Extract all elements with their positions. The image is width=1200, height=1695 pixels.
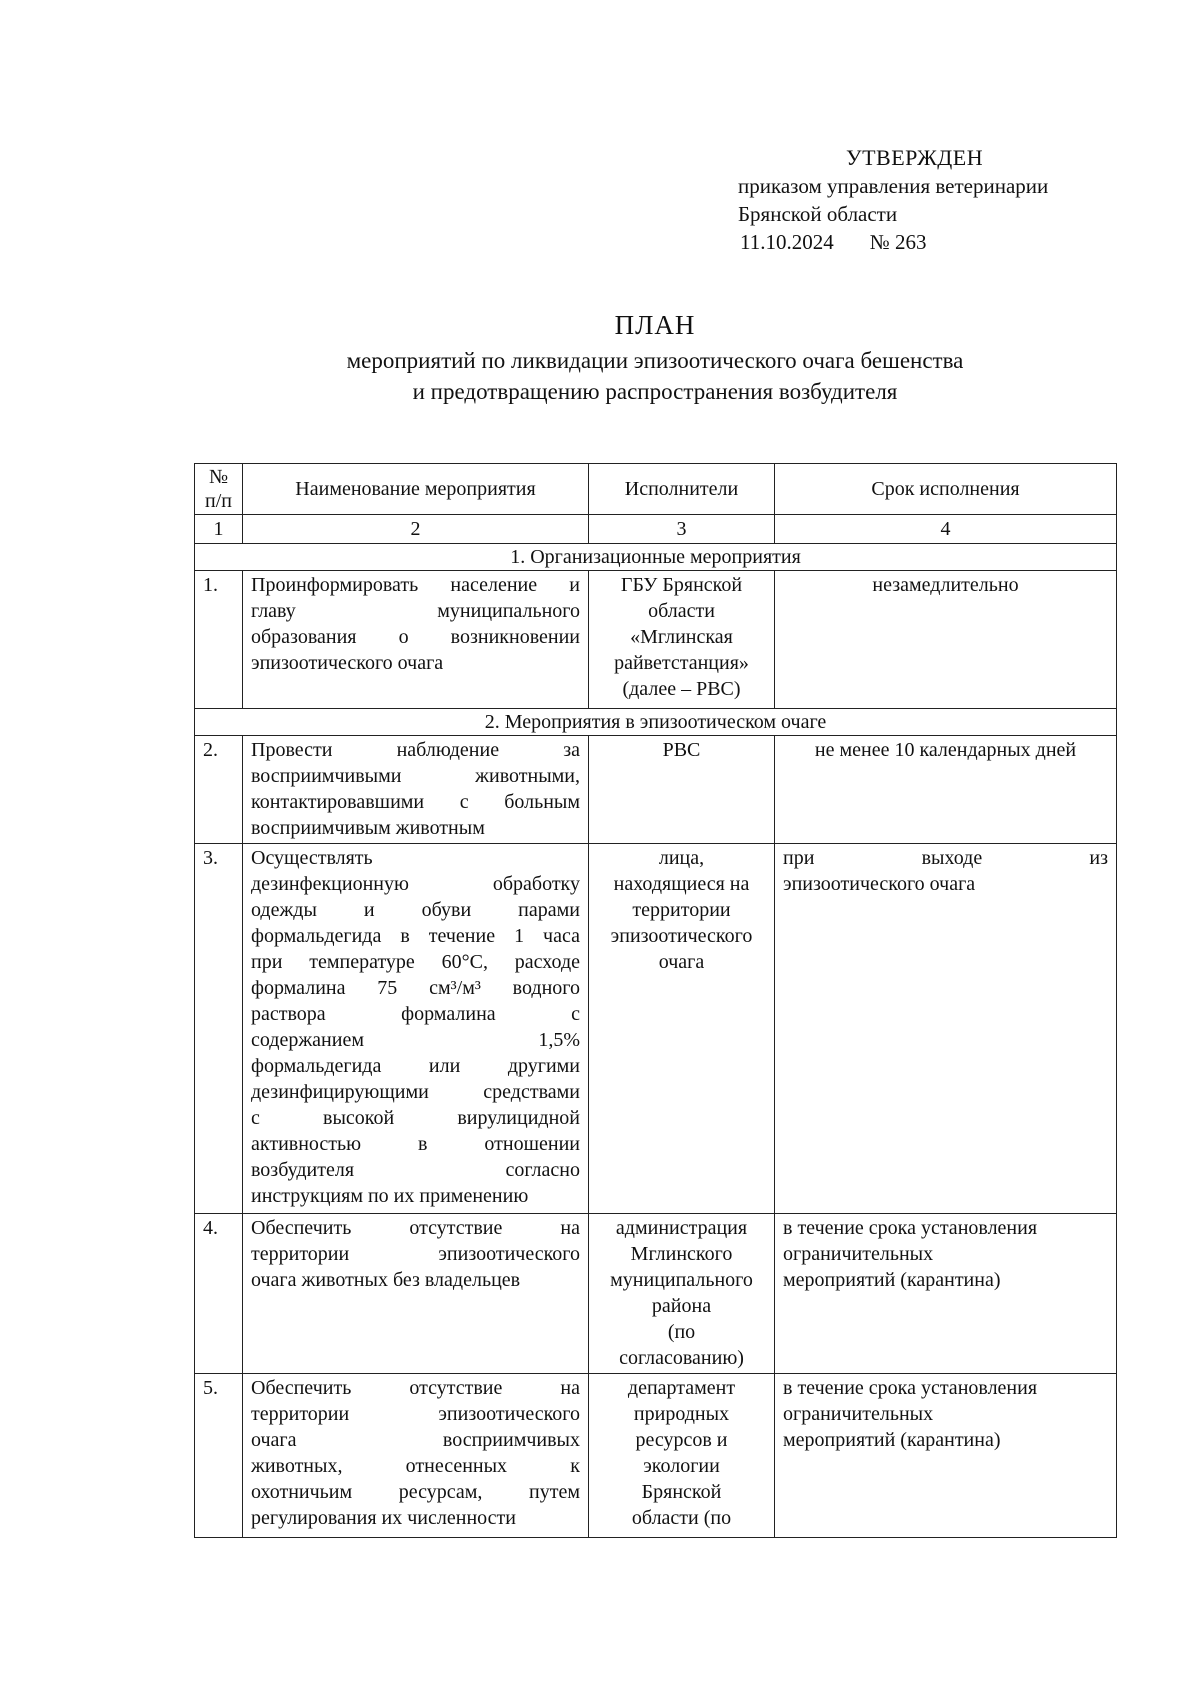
- row-action-line: содержанием 1,5%: [251, 1029, 580, 1051]
- header-executors: Исполнители: [589, 464, 775, 515]
- row-action-line: дезинфицирующими средствами: [251, 1081, 580, 1103]
- row-action-line: Обеспечить отсутствие на: [251, 1377, 580, 1399]
- table-row: [195, 1214, 1117, 1374]
- header-name: Наименование мероприятия: [243, 464, 589, 515]
- plan-table: [194, 463, 1117, 1538]
- row-executors-line: эпизоотического: [610, 925, 753, 947]
- row-action-line: раствора формалина с: [251, 1003, 580, 1025]
- row-executors-line: ресурсов и: [635, 1429, 728, 1451]
- row-executors: [589, 844, 775, 1214]
- row-executors: [589, 1374, 775, 1538]
- table-row: [195, 571, 1117, 709]
- row-executors-line: территории: [632, 899, 731, 921]
- column-number-2: 2: [243, 515, 589, 544]
- row-action-line: восприимчивым животным: [251, 817, 485, 839]
- table-column-numbers-row: [195, 515, 1117, 544]
- row-deadline-line: ограничительных: [783, 1243, 934, 1265]
- row-number: 4.: [195, 1214, 243, 1374]
- row-action-line: возбудителя согласно: [251, 1159, 580, 1181]
- row-executors-line: лица,: [658, 847, 705, 869]
- row-executors: [589, 736, 775, 844]
- row-executors: [589, 1214, 775, 1374]
- row-action-line: одежды и обуви парами: [251, 899, 580, 921]
- row-deadline: [775, 571, 1117, 709]
- approval-line-1: приказом управления ветеринарии: [738, 174, 1049, 198]
- row-action-line: инструкциям по их применению: [251, 1185, 529, 1207]
- row-action-line: контактировавшими с больным: [251, 791, 580, 813]
- row-deadline-line: в течение срока установления: [783, 1217, 1038, 1239]
- row-executors-line: (далее – РВС): [622, 678, 741, 700]
- row-action-line: формалина 75 см³/м³ водного: [251, 977, 580, 999]
- row-executors: [589, 571, 775, 709]
- row-action-line: образования о возникновении: [251, 626, 580, 648]
- row-action-line: восприимчивыми животными,: [251, 765, 580, 787]
- section-row: [195, 709, 1117, 736]
- document-subtitle-line-2: и предотвращению распространения возбудителя: [412, 379, 898, 404]
- row-number: 5.: [195, 1374, 243, 1538]
- row-executors-line: согласованию): [619, 1347, 744, 1369]
- approval-order-line: [738, 228, 1048, 256]
- row-deadline-line: эпизоотического очага: [783, 873, 976, 895]
- row-action: [243, 844, 589, 1214]
- section-title-1: 1. Организационные мероприятия: [195, 544, 1117, 571]
- row-executors-line: области (по: [631, 1507, 732, 1529]
- row-executors-line: экологии: [643, 1455, 720, 1477]
- row-action: [243, 736, 589, 844]
- column-number-1: 1: [195, 515, 243, 544]
- document-title: ПЛАН: [614, 310, 696, 340]
- approval-block: [738, 144, 1048, 256]
- row-executors-line: очага: [658, 951, 705, 973]
- row-action-line: Осуществлять: [251, 847, 373, 869]
- row-action-line: Обеспечить отсутствие на: [251, 1217, 580, 1239]
- row-executors-line: администрация: [615, 1217, 748, 1239]
- row-deadline-line: мероприятий (карантина): [783, 1269, 1001, 1291]
- row-executors-line: муниципального: [610, 1269, 753, 1291]
- row-deadline-line: в течение срока установления: [783, 1377, 1038, 1399]
- row-executors-line: Брянской: [641, 1481, 722, 1503]
- row-action-line: при температуре 60°С, расходе: [251, 951, 580, 973]
- row-action: [243, 571, 589, 709]
- row-executors-line: департамент: [627, 1377, 736, 1399]
- row-action-line: территории эпизоотического: [251, 1403, 580, 1425]
- row-action-line: с высокой вирулицидной: [251, 1107, 580, 1129]
- row-action-line: территории эпизоотического: [251, 1243, 580, 1265]
- row-deadline-line: незамедлительно: [872, 574, 1019, 596]
- row-deadline: [775, 844, 1117, 1214]
- row-action-line: активностью в отношении: [251, 1133, 580, 1155]
- approval-number: № 263: [869, 230, 927, 254]
- row-executors-line: «Мглинская: [630, 626, 733, 648]
- row-deadline: [775, 736, 1117, 844]
- row-number: 1.: [195, 571, 243, 709]
- header-num-line-2: п/п: [205, 490, 232, 512]
- row-action-line: очага животных без владельцев: [251, 1269, 521, 1291]
- row-executors-line: Мглинского: [630, 1243, 733, 1265]
- approval-date: 11.10.2024: [740, 230, 834, 254]
- table-row: [195, 844, 1117, 1214]
- table-header-row: [195, 464, 1117, 515]
- row-deadline-line: при выходе из: [783, 847, 1108, 869]
- column-number-4: 4: [775, 515, 1117, 544]
- row-action-line: очага восприимчивых: [251, 1429, 580, 1451]
- row-executors-line: РВС: [662, 739, 701, 761]
- approval-line-2: Брянской области: [738, 202, 898, 226]
- row-executors-line: (по: [667, 1321, 696, 1343]
- row-action-line: главу муниципального: [251, 600, 580, 622]
- row-action: [243, 1214, 589, 1374]
- row-deadline-line: не менее 10 календарных дней: [814, 739, 1077, 761]
- row-executors-line: райветстанция»: [614, 652, 749, 674]
- row-action-line: регулирования их численности: [251, 1507, 516, 1529]
- row-deadline: [775, 1214, 1117, 1374]
- row-action-line: эпизоотического очага: [251, 652, 444, 674]
- column-number-3: 3: [589, 515, 775, 544]
- row-action: [243, 1374, 589, 1538]
- row-executors-line: природных: [633, 1403, 730, 1425]
- row-deadline-line: ограничительных: [783, 1403, 934, 1425]
- row-action-line: дезинфекционную обработку: [251, 873, 580, 895]
- row-number: 3.: [195, 844, 243, 1214]
- document-subtitle-line-1: мероприятий по ликвидации эпизоотического очага бешенства: [346, 348, 964, 373]
- section-row: [195, 544, 1117, 571]
- row-executors-line: находящиеся на: [613, 873, 750, 895]
- section-title-2: 2. Мероприятия в эпизоотическом очаге: [195, 709, 1117, 736]
- row-action-line: охотничьим ресурсам, путем: [251, 1481, 580, 1503]
- row-deadline-line: мероприятий (карантина): [783, 1429, 1001, 1451]
- row-action-line: формальдегида в течение 1 часа: [251, 925, 580, 947]
- approval-stamp: УТВЕРЖДЕН: [846, 145, 984, 170]
- row-action-line: Проинформировать население и: [251, 574, 580, 596]
- row-action-line: Провести наблюдение за: [251, 739, 580, 761]
- row-executors-line: ГБУ Брянской: [620, 574, 743, 596]
- row-deadline: [775, 1374, 1117, 1538]
- row-executors-line: области: [648, 600, 715, 622]
- header-num: [195, 464, 243, 515]
- row-action-line: формальдегида или другими: [251, 1055, 580, 1077]
- header-deadline: Срок исполнения: [775, 464, 1117, 515]
- table-row: [195, 736, 1117, 844]
- row-number: 2.: [195, 736, 243, 844]
- row-executors-line: района: [651, 1295, 712, 1317]
- row-action-line: животных, отнесенных к: [251, 1455, 580, 1477]
- document-title-block: [0, 310, 1200, 407]
- header-num-line-1: №: [208, 466, 229, 488]
- table-row: [195, 1374, 1117, 1538]
